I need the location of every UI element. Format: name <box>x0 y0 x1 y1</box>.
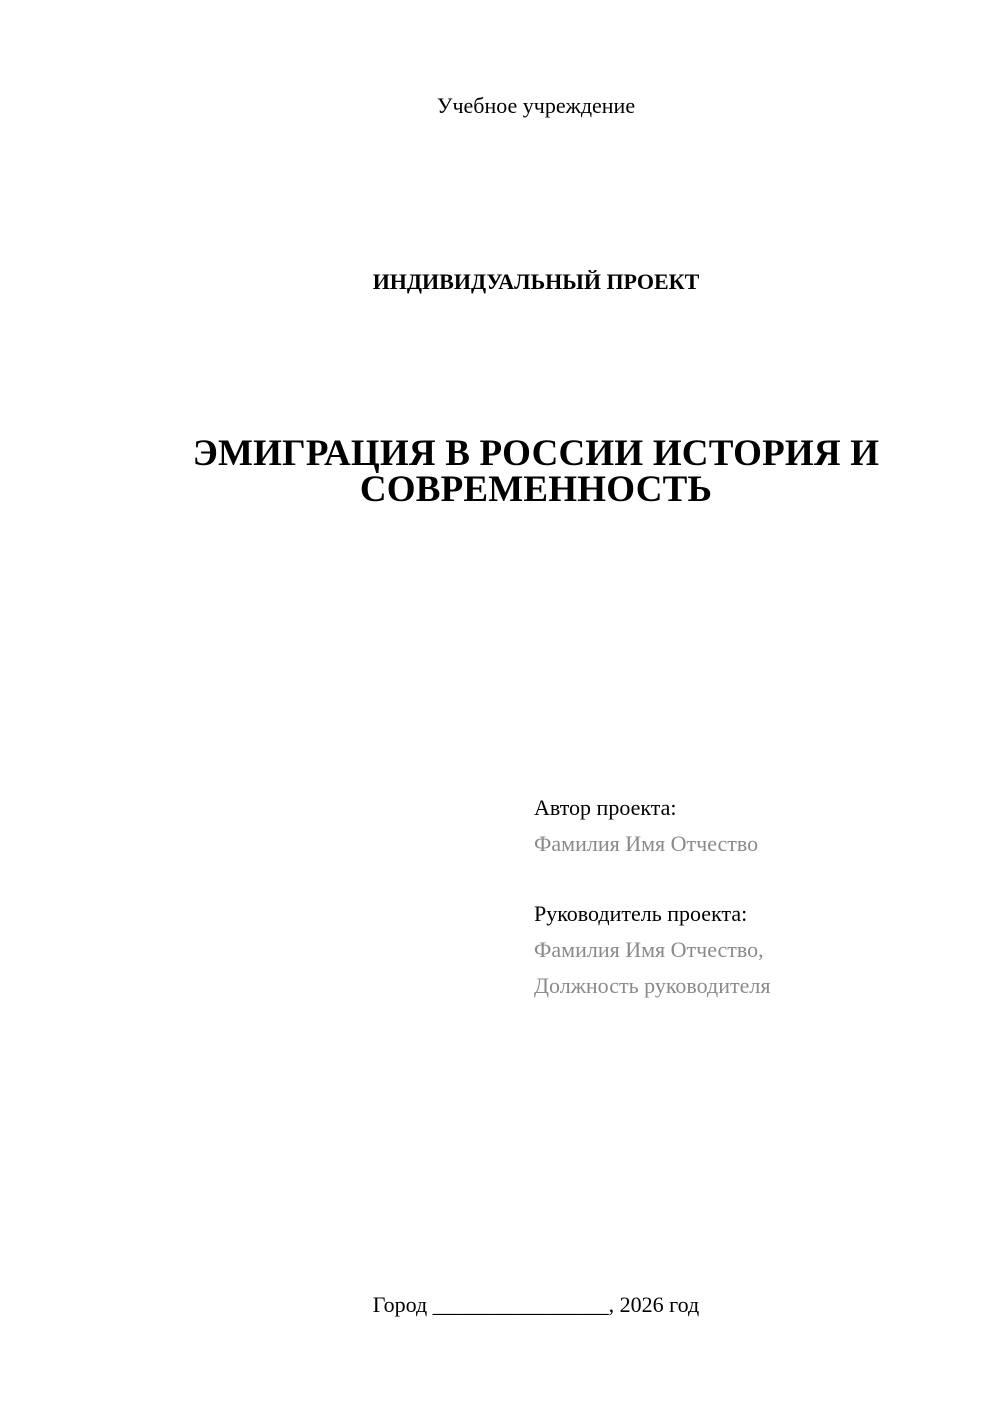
project-title-line-1: ЭМИГРАЦИЯ В РОССИИ ИСТОРИЯ И <box>192 433 880 474</box>
institution-name: Учебное учреждение <box>436 93 636 118</box>
spacer <box>534 862 974 896</box>
supervisor-name: Фамилия Имя Отчество, <box>534 937 764 962</box>
city-year-line: Город ________________, 2026 год <box>372 1292 700 1317</box>
author-label: Автор проекта: <box>534 795 677 820</box>
author-name: Фамилия Имя Отчество <box>534 831 759 856</box>
project-info <box>534 790 974 1004</box>
project-title <box>0 433 1000 510</box>
supervisor-position: Должность руководителя <box>534 973 771 998</box>
document-type: ИНДИВИДУАЛЬНЫЙ ПРОЕКТ <box>372 269 700 294</box>
supervisor-label: Руководитель проекта: <box>534 901 748 926</box>
project-title-line-2: СОВРЕМЕННОСТЬ <box>359 469 713 510</box>
